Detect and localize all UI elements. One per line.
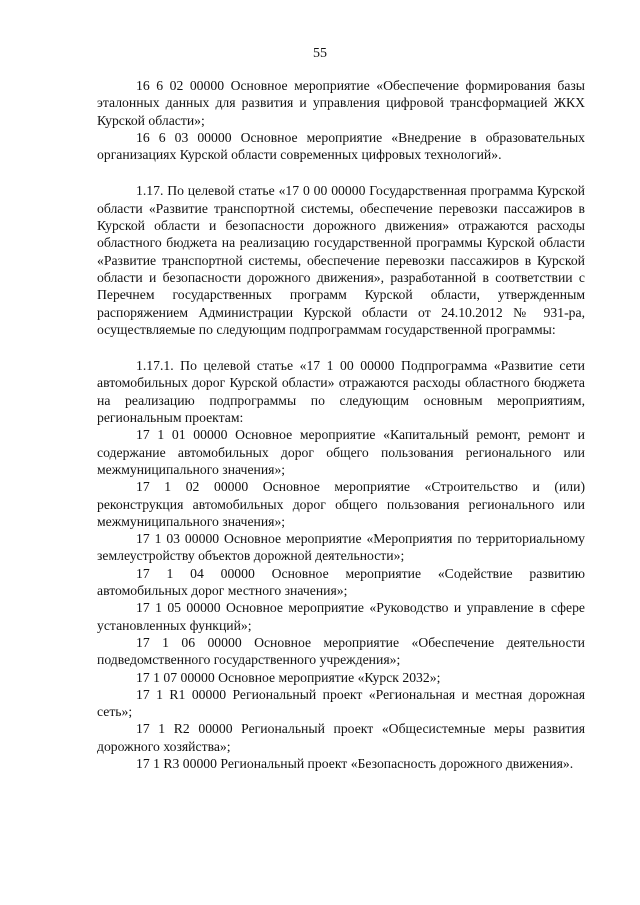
paragraph-17-1-05: 17 1 05 00000 Основное мероприятие «Руководство и управление в сфере установленных функций»; — [97, 600, 585, 633]
paragraph-17-1-r1: 17 1 R1 00000 Региональный проект «Региональная и местная дорожная сеть»; — [97, 686, 585, 720]
paragraph-17-1-03: 17 1 03 00000 Основное мероприятие «Мероприятия по территориальному землеустройству объектов дорожной деятельности»; — [97, 531, 585, 564]
paragraph-17-1-06: 17 1 06 00000 Основное мероприятие «Обеспечение деятельности подведомственного государственного учреждения»; — [97, 634, 585, 668]
paragraph-17-1-07: 17 1 07 00000 Основное мероприятие «Курск 2032»; — [136, 669, 441, 685]
paragraph-17-1-r2: 17 1 R2 00000 Региональный проект «Общесистемные меры развития дорожного хозяйства»; — [97, 721, 585, 754]
paragraph-17-1-02: 17 1 02 00000 Основное мероприятие «Строительство и (или) реконструкция автомобильных дорог общего пользования регионального или межмуниципального значения»; — [97, 479, 585, 529]
paragraph-17-1-04: 17 1 04 00000 Основное мероприятие «Содействие развитию автомобильных дорог местного значения»; — [97, 565, 585, 599]
paragraph-17-1-r3: 17 1 R3 00000 Региональный проект «Безопасность дорожного движения». — [136, 755, 574, 771]
paragraph-17-1-01: 17 1 01 00000 Основное мероприятие «Капитальный ремонт, ремонт и содержание автомобильных дорог общего пользования регионального или межмуниципального значения»; — [97, 427, 585, 477]
paragraph-1-17-1: 1.17.1. По целевой статье «17 1 00 00000 Подпрограмма «Развитие сети автомобильных дорог Курской области» отражаются расходы областного бюджета на реализацию подпрограммы по следующим основным мероприятиям, региональным проектам: — [97, 358, 585, 426]
page-number: 55 — [313, 46, 327, 61]
paragraph-16-6-02: 16 6 02 00000 Основное мероприятие «Обеспечение формирования базы эталонных данных для развития и управления цифровой трансформацией ЖКХ Курской области»; — [97, 78, 585, 128]
paragraph-1-17: 1.17. По целевой статье «17 0 00 00000 Государственная программа Курской области «Развитие транспортной системы, обеспечение перевозки пассажиров в Курской области и безопасности дорожного движения» отражаются расходы областного бюджета на реализацию государственной программы Курской области «Развитие транспортной системы, обеспечение перевозки пассажиров в Курской области и безопасности дорожного движения», разработанной в соответствии с Перечнем государственных программ Курской области, утвержденным распоряжением Администрации Курской области от 24.10.2012 № 931-ра, осуществляемые по следующим подпрограммам государственной программы: — [97, 183, 585, 337]
paragraph-16-6-03: 16 6 03 00000 Основное мероприятие «Внедрение в образовательных организациях Курской области современных цифровых технологий». — [97, 129, 585, 163]
document-body — [97, 77, 585, 772]
